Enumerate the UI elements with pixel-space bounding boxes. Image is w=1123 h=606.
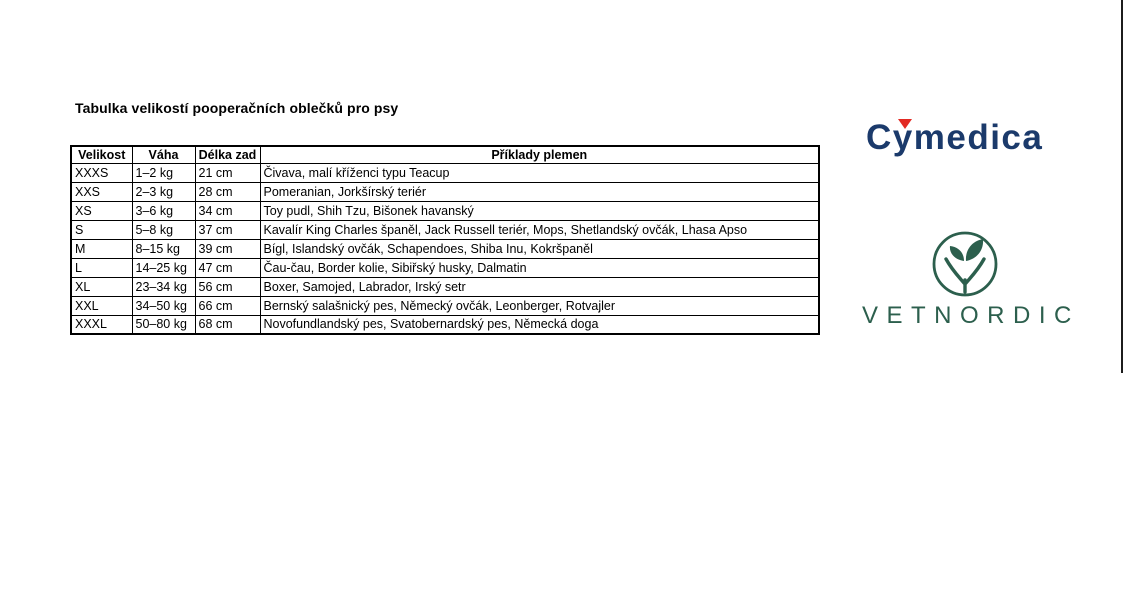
cell-back-length: 39 cm [195,239,260,258]
cell-size: XXXL [71,315,132,334]
cell-back-length: 66 cm [195,296,260,315]
column-header-size: Velikost [71,146,132,163]
page-title: Tabulka velikostí pooperačních oblečků pro psy [75,100,399,116]
cell-breeds: Pomeranian, Jorkšírský teriér [260,182,819,201]
cell-back-length: 68 cm [195,315,260,334]
cell-size: XXXS [71,163,132,182]
table-row [71,239,819,258]
cell-size: L [71,258,132,277]
cell-size: M [71,239,132,258]
cell-back-length: 47 cm [195,258,260,277]
red-triangle-accent-icon [898,119,912,129]
table-row [71,201,819,220]
column-header-back-length: Délka zad [195,146,260,163]
table-row [71,296,819,315]
table-row [71,258,819,277]
cell-breeds: Bernský salašnický pes, Německý ovčák, Leonberger, Rotvajler [260,296,819,315]
cell-weight: 3–6 kg [132,201,195,220]
cell-weight: 14–25 kg [132,258,195,277]
dog-size-table [70,145,820,335]
cell-breeds: Novofundlandský pes, Svatobernardský pes, Německá doga [260,315,819,334]
cell-size: XL [71,277,132,296]
cell-weight: 2–3 kg [132,182,195,201]
table-row [71,315,819,334]
cell-weight: 5–8 kg [132,220,195,239]
table-header-row [71,146,819,163]
cell-size: XXS [71,182,132,201]
plant-sprout-circle-icon [930,230,1000,300]
table-row [71,220,819,239]
cell-weight: 34–50 kg [132,296,195,315]
vetnordic-wordmark: VETNORDIC [862,302,1080,329]
cell-back-length: 34 cm [195,201,260,220]
table-row [71,163,819,182]
cell-weight: 23–34 kg [132,277,195,296]
cymedica-logo [866,116,1043,162]
cell-back-length: 21 cm [195,163,260,182]
cell-breeds: Čivava, malí kříženci typu Teacup [260,163,819,182]
cell-breeds: Boxer, Samojed, Labrador, Irský setr [260,277,819,296]
cell-weight: 8–15 kg [132,239,195,258]
cymedica-wordmark: Cymedica [866,118,1044,157]
cell-breeds: Kavalír King Charles španěl, Jack Russell teriér, Mops, Shetlandský ovčák, Lhasa Apso [260,220,819,239]
cell-breeds: Toy pudl, Shih Tzu, Bišonek havanský [260,201,819,220]
table-row [71,277,819,296]
table-row [71,182,819,201]
cell-breeds: Bígl, Islandský ovčák, Schapendoes, Shiba Inu, Kokršpaněl [260,239,819,258]
cell-breeds: Čau-čau, Border kolie, Sibiřský husky, Dalmatin [260,258,819,277]
cell-weight: 1–2 kg [132,163,195,182]
cell-back-length: 56 cm [195,277,260,296]
cell-weight: 50–80 kg [132,315,195,334]
cell-back-length: 37 cm [195,220,260,239]
cell-size: S [71,220,132,239]
column-header-weight: Váha [132,146,195,163]
column-header-breeds: Příklady plemen [260,146,819,163]
cell-size: XS [71,201,132,220]
cell-back-length: 28 cm [195,182,260,201]
cell-size: XXL [71,296,132,315]
